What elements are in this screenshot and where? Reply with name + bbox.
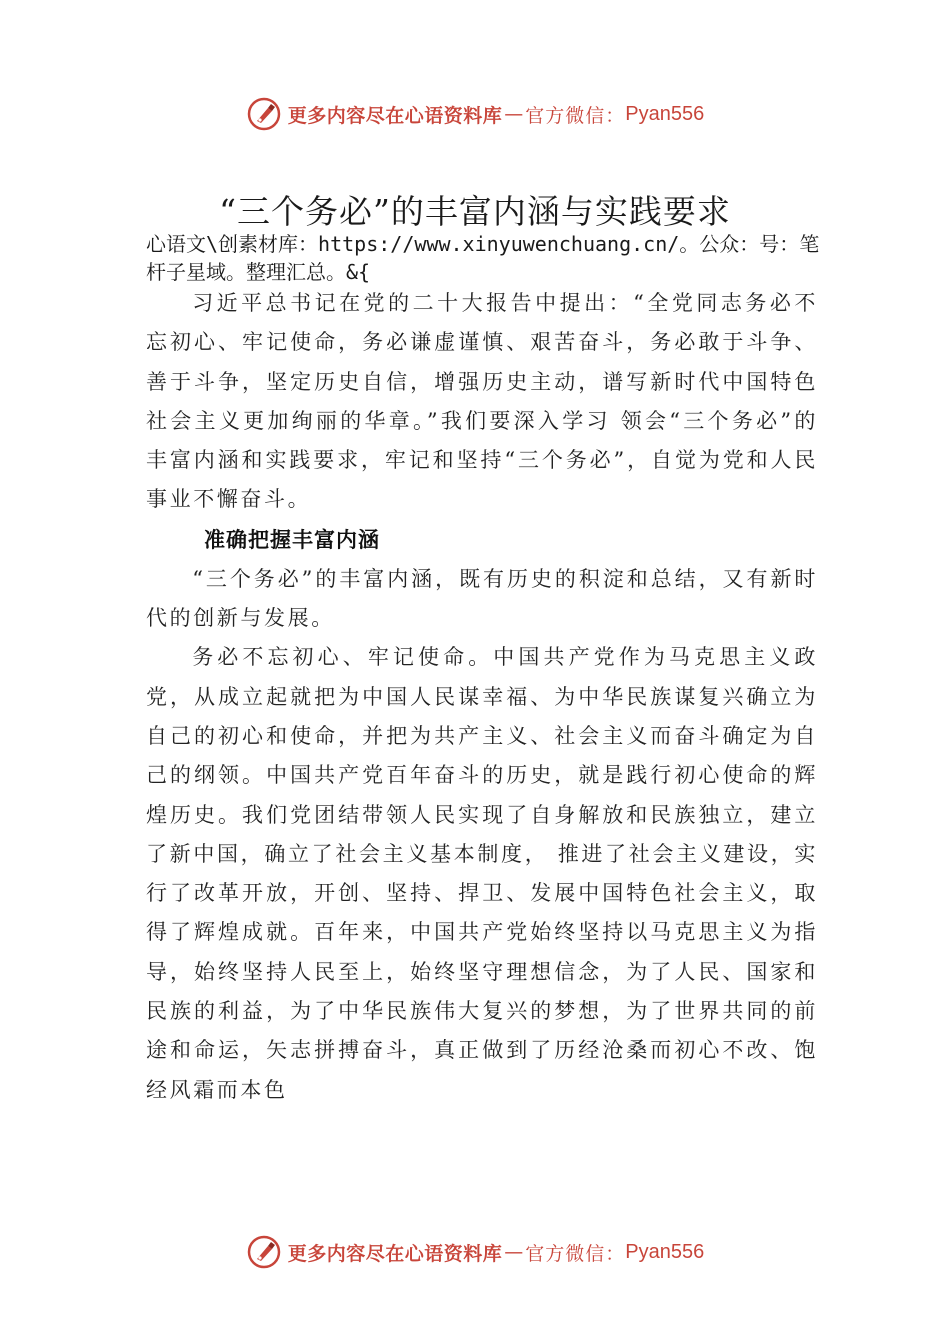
banner-wechat-id: Pyan556 [625, 1240, 705, 1263]
source-attribution: 心语文\创素材库：https://www.xinyuwenchuang.cn/。公众：号：笔杆子星域。整理汇总。&{ [146, 232, 820, 284]
paragraph-summary: “三个务必”的丰富内涵，既有历史的积淀和总结，又有新时代的创新与发展。 [146, 566, 818, 631]
section-heading: 准确把握丰富内涵 [204, 527, 380, 552]
banner-separator: — [504, 1241, 524, 1263]
banner-site-text: 更多内容尽在心语资料库 [287, 104, 503, 127]
pen-nib-logo-icon [246, 96, 282, 132]
banner-wechat-label: 官方微信： [525, 1242, 626, 1265]
header-banner [0, 94, 950, 134]
banner-wechat-id: Pyan556 [625, 102, 705, 125]
banner-separator: — [504, 103, 524, 125]
footer-banner [0, 1232, 950, 1272]
banner-site-text: 更多内容尽在心语资料库 [287, 1242, 503, 1265]
paragraph-intro: 习近平总书记在党的二十大报告中提出：“全党同志务必不忘初心、牢记使命，务必谦虚谨慎、艰苦奋斗，务必敢于斗争、善于斗争，坚定历史自信，增强历史主动，谱写新时代中国特色社会主义更加绚丽的华章。”我们要深入学习 领会“三个务必”的丰富内涵和实践要求，牢记和坚持“三个务必”，自觉为党和人民事业不懈奋斗。 [146, 291, 818, 512]
document-body [146, 284, 818, 1110]
paragraph-mission: 务必不忘初心、牢记使命。中国共产党作为马克思主义政党，从成立起就把为中国人民谋幸福、为中华民族谋复兴确立为自己的初心和使命，并把为共产主义、社会主义而奋斗确定为自己的纲领。中国共产党百年奋斗的历史，就是践行初心使命的辉煌历史。我们党团结带领人民实现了自身解放和民族独立，建立了新中国，确立了社会主义基本制度， 推进了社会主义建设，实行了改革开放，开创、坚持、捍卫、发展中国特色社会主义，取得了辉煌成就。百年来，中国共产党始终坚持以马克思主义为指导，始终坚持人民至上，始终坚守理想信念，为了人民、国家和民族的利益，为了中华民族伟大复兴的梦想，为了世界共同的前途和命运，矢志拼搏奋斗，真正做到了历经沧桑而初心不改、饱经风霜而本色 [146, 645, 818, 1102]
banner-wechat-label: 官方微信： [525, 104, 626, 127]
document-title: “三个务必”的丰富内涵与实践要求 [219, 192, 731, 231]
pen-nib-logo-icon [246, 1234, 282, 1270]
